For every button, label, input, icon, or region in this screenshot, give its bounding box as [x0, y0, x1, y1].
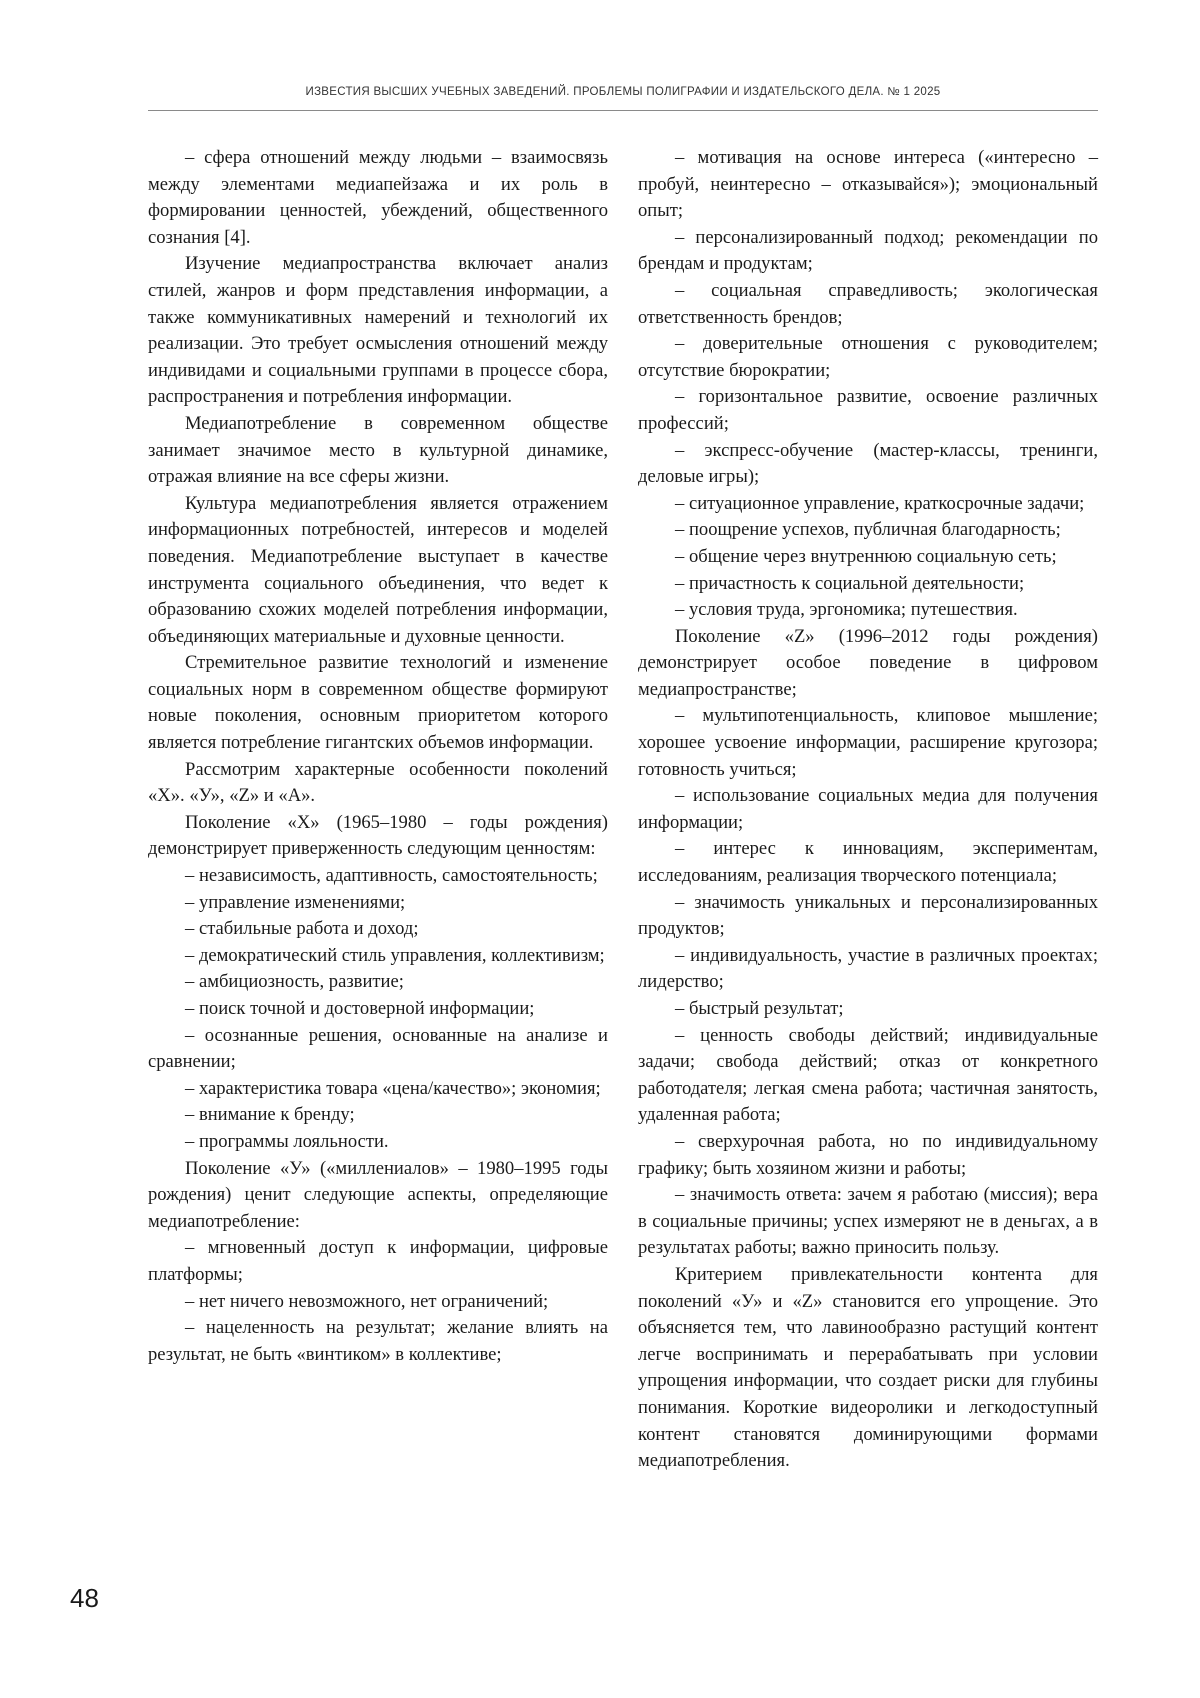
right-list-item-10: – причастность к социальной деятельности;	[675, 572, 1025, 594]
left-list-item-6: – поиск точной и достоверной информации;	[185, 998, 535, 1019]
right-list-item-12: – мультипотенциальность, клиповое мышление; хорошее усвоение информации, расширение кругозора; готовность учиться;	[638, 705, 1098, 780]
right-list-item-4: – доверительные отношения с руководителем; отсутствие бюрократии;	[638, 333, 1098, 381]
left-list-item-11: – мгновенный доступ к информации, цифровые платформы;	[148, 1237, 608, 1285]
left-paragraph-2: Изучение медиапространства включает анализ стилей, жанров и форм представления информации, а также коммуникативных намерений и технологий их реализации. Это требует осмысления отношений между индивидами и социальными группами в процессе сбора, распространения и потребления информации.	[148, 253, 608, 408]
left-list-item-5: – амбициозность, развитие;	[185, 971, 404, 993]
left-list-item-7: – осознанные решения, основанные на анализе и сравнении;	[148, 1024, 608, 1073]
left-list-item-2: – управление изменениями;	[185, 891, 406, 913]
left-paragraph-5: Стремительное развитие технологий и изменение социальных норм в современном обществе формируют новые поколения, основным приоритетом которого является потребление гигантских объемов информации.	[148, 652, 608, 754]
right-paragraph-1: Поколение «Z» (1996–2012 годы рождения) демонстрирует особое поведение в цифровом медиапространстве;	[638, 625, 1098, 700]
left-paragraph-6: Рассмотрим характерные особенности поколений «X». «У», «Z» и «A».	[148, 758, 608, 807]
left-list-item-4: – демократический стиль управления, коллективизм;	[185, 944, 605, 966]
left-paragraph-1: – сфера отношений между людьми – взаимосвязь между элементами медиапейзажа и их роль в формировании ценностей, убеждений, общественного сознания [4].	[148, 147, 608, 248]
right-list-item-7: – ситуационное управление, краткосрочные задачи;	[675, 492, 1085, 514]
left-paragraph-4: Культура медиапотребления является отражением информационных потребностей, интересов и моделей поведения. Медиапотребление выступает в качестве инструмента социального объединения, что ведет к образованию схожих моделей потребления информации, объединяющих материальные и духовные ценности.	[148, 492, 608, 647]
right-list-item-6: – экспресс-обучение (мастер-классы, тренинги, деловые игры);	[638, 439, 1098, 488]
right-list-item-5: – горизонтальное развитие, освоение различных профессий;	[638, 386, 1098, 434]
right-list-item-19: – сверхурочная работа, но по индивидуальному графику; быть хозяином жизни и работы;	[638, 1130, 1098, 1179]
left-list-item-12: – нет ничего невозможного, нет ограничений;	[185, 1290, 549, 1312]
left-list-item-3: – стабильные работа и доход;	[185, 918, 419, 940]
right-list-item-1: – мотивация на основе интереса («интересно – пробуй, неинтересно – отказывайся»); эмоциональный опыт;	[638, 147, 1098, 222]
page-number: 48	[70, 1583, 99, 1613]
left-paragraph-7: Поколение «X» (1965–1980 – годы рождения) демонстрирует приверженность следующим ценностям:	[148, 811, 608, 860]
left-list-item-1: – независимость, адаптивность, самостоятельность;	[185, 865, 598, 887]
right-list-item-3: – социальная справедливость; экологическая ответственность брендов;	[638, 279, 1098, 328]
left-list-item-9: – внимание к бренду;	[185, 1104, 355, 1126]
left-paragraph-3: Медиапотребление в современном обществе занимает значимое место в культурной динамике, отражая влияние на все сферы жизни.	[148, 412, 608, 488]
left-list-item-8: – характеристика товара «цена/качество»; экономия;	[185, 1077, 601, 1099]
right-list-item-2: – персонализированный подход; рекомендации по брендам и продуктам;	[638, 226, 1098, 275]
left-paragraph-8: Поколение «У» («миллениалов» – 1980–1995 годы рождения) ценит следующие аспекты, определяющие медиапотребление:	[148, 1157, 608, 1232]
header-rule	[148, 110, 1098, 111]
right-list-item-17: – быстрый результат;	[675, 998, 844, 1019]
right-list-item-20: – значимость ответа: зачем я работаю (миссия); вера в социальные причины; успех измеряют не в деньгах, а в результатах работы; важно приносить пользу.	[638, 1184, 1098, 1259]
left-list-item-10: – программы лояльности.	[185, 1130, 389, 1152]
left-list-item-13: – нацеленность на результат; желание влиять на результат, не быть «винтиком» в коллективе;	[148, 1317, 608, 1365]
right-list-item-16: – индивидуальность, участие в различных проектах; лидерство;	[638, 944, 1098, 993]
left-column	[148, 145, 608, 1368]
right-list-item-15: – значимость уникальных и персонализированных продуктов;	[638, 891, 1098, 940]
right-list-item-18: – ценность свободы действий; индивидуальные задачи; свобода действий; отказ от конкретного работодателя; легкая смена работа; частичная занятость, удаленная работа;	[638, 1024, 1098, 1126]
right-column	[638, 145, 1098, 1475]
right-list-item-9: – общение через внутреннюю социальную сеть;	[675, 545, 1057, 567]
right-list-item-8: – поощрение успехов, публичная благодарность;	[675, 519, 1061, 541]
right-list-item-14: – интерес к инновациям, экспериментам, исследованиям, реализация творческого потенциала;	[638, 838, 1098, 887]
right-paragraph-2: Критерием привлекательности контента для поколений «У» и «Z» становится его упрощение. Это объясняется тем, что лавинообразно растущий контент легче воспринимать и перерабатывать при условии упрощения информации, что создает риски для глубины понимания. Короткие видеоролики и легкодоступный контент становятся доминирующими формами медиапотребления.	[638, 1263, 1098, 1472]
running-header: ИЗВЕСТИЯ ВЫСШИХ УЧЕБНЫХ ЗАВЕДЕНИЙ. ПРОБЛЕМЫ ПОЛИГРАФИИ И ИЗДАТЕЛЬСКОГО ДЕЛА. № 1 2025	[305, 86, 941, 98]
right-list-item-11: – условия труда, эргономика; путешествия.	[675, 599, 1018, 621]
right-list-item-13: – использование социальных медиа для получения информации;	[638, 785, 1098, 833]
